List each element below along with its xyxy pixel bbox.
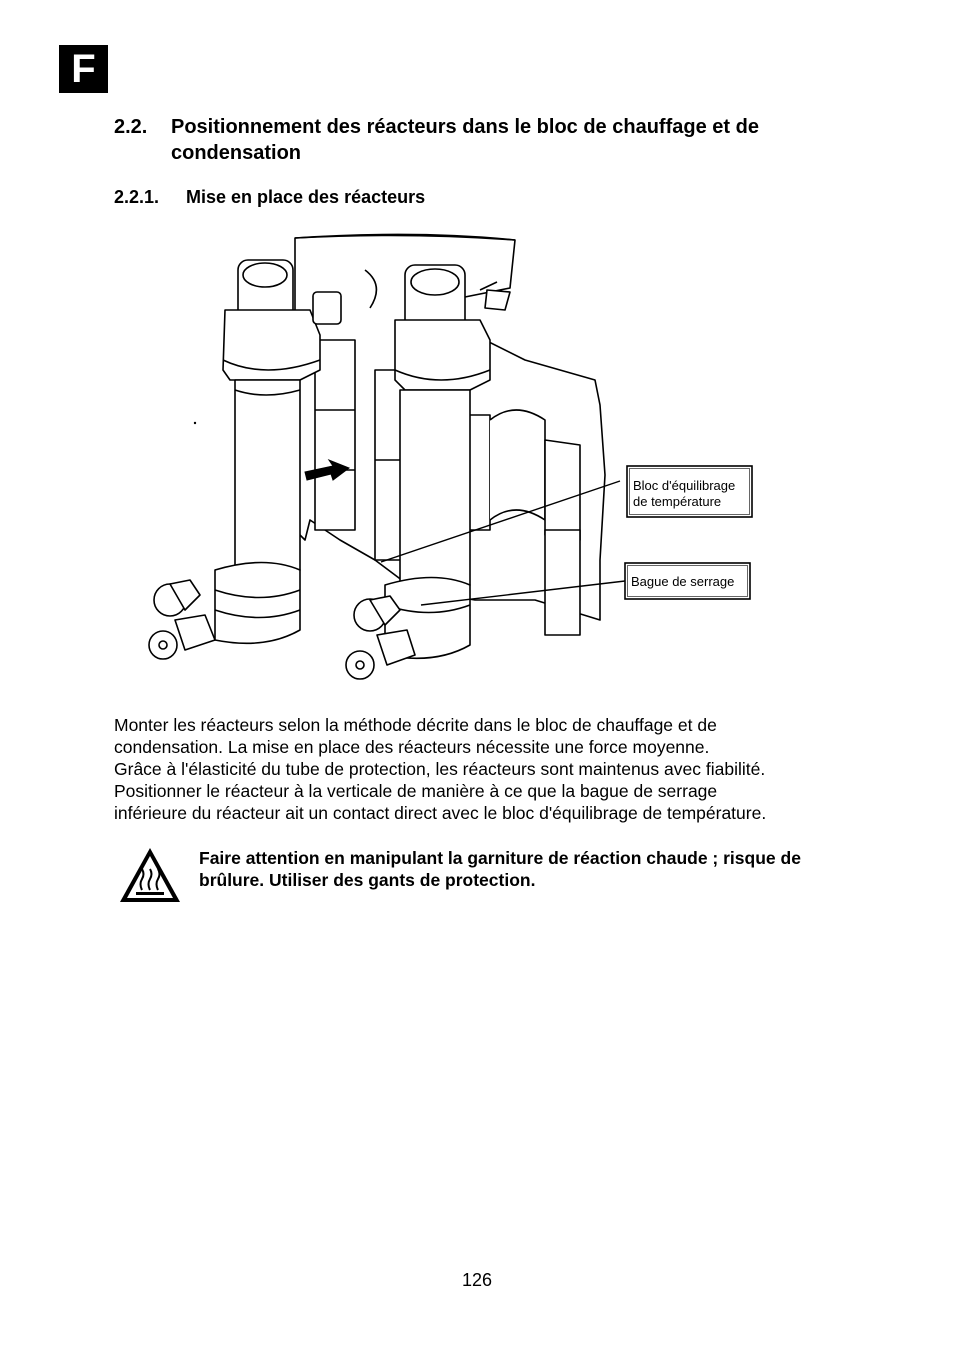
paragraph-line: Grâce à l'élasticité du tube de protection, les réacteurs sont maintenus avec fiabilité. <box>114 759 766 779</box>
subsection-number: 2.2.1. <box>114 187 160 207</box>
language-tab: F <box>59 45 108 93</box>
paragraph-line: inférieure du réacteur ait un contact direct avec le bloc d'équilibrage de température. <box>114 803 767 823</box>
section-number: 2.2. <box>114 116 148 138</box>
callout-bague-serrage <box>625 563 750 599</box>
callout-bloc-line1: Bloc d'équilibrage <box>633 478 736 493</box>
hot-surface-warning-icon <box>118 846 182 904</box>
callout-bloc-line2: de température <box>633 494 722 509</box>
page-number: 126 <box>461 1270 493 1290</box>
reactor-illustration <box>115 230 775 700</box>
paragraph-line: Monter les réacteurs selon la méthode décrite dans le bloc de chauffage et de <box>114 715 717 735</box>
subsection-title: Mise en place des réacteurs <box>186 187 426 207</box>
callout-bloc-equilibrage <box>627 466 752 517</box>
paragraph-line: Positionner le réacteur à la verticale de manière à ce que la bague de serrage <box>114 781 718 801</box>
section-title: Positionnement des réacteurs dans le bloc de chauffage et de condensation <box>171 116 759 164</box>
callout-bague-label: Bague de serrage <box>631 574 735 589</box>
paragraph-line: condensation. La mise en place des réacteurs nécessite une force moyenne. <box>114 737 710 757</box>
warning-text: Faire attention en manipulant la garniture de réaction chaude ; risque de brûlure. Utiliser des gants de protection. <box>199 848 801 890</box>
instructions-paragraph <box>114 714 854 824</box>
